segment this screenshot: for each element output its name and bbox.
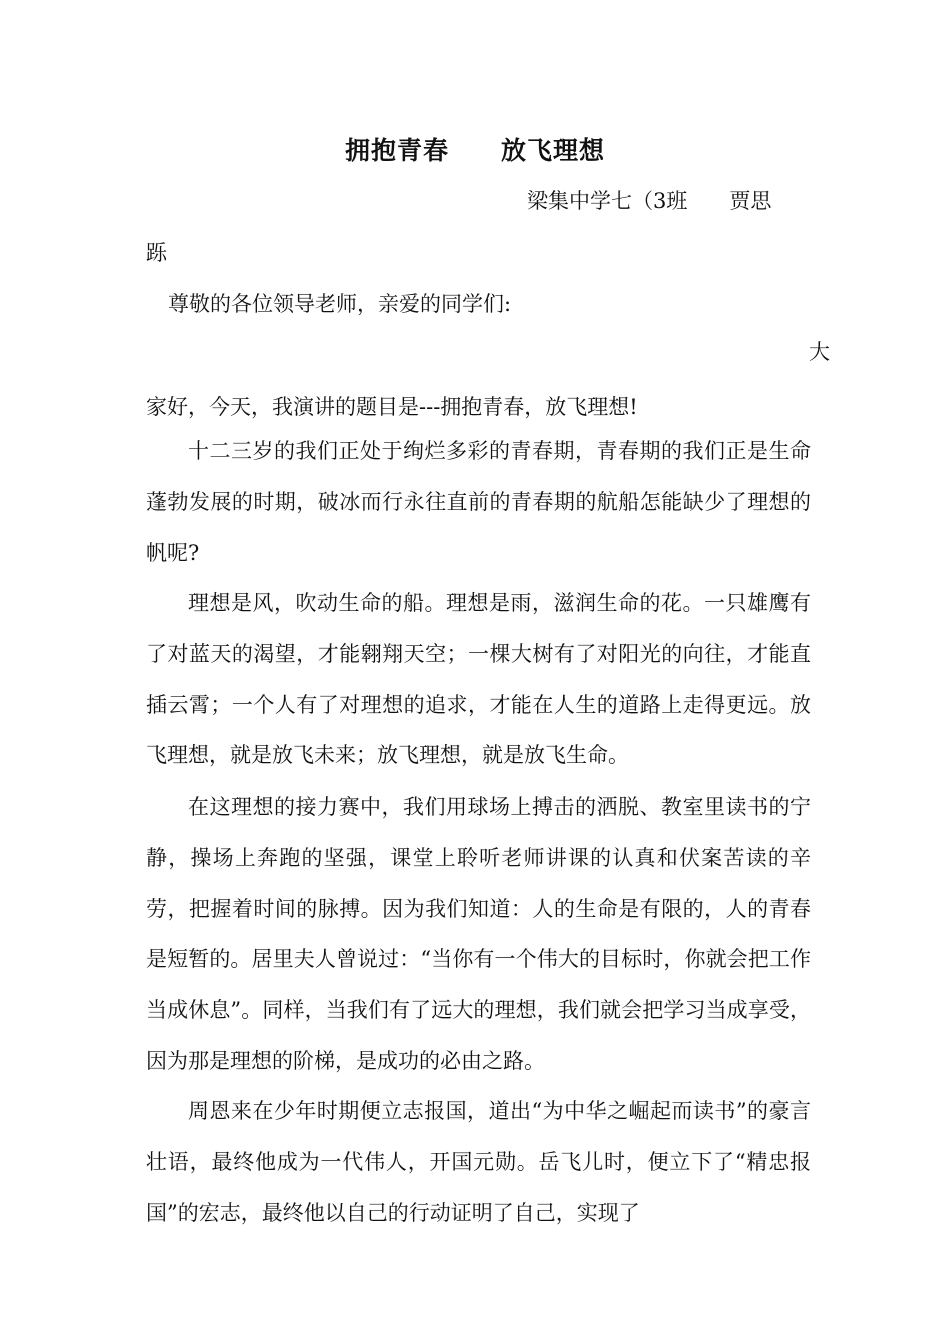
author-line-continuation: 跞: [146, 241, 167, 265]
salutation-start: 大: [809, 340, 830, 364]
paragraph-2: 理想是风，吹动生命的船。理想是雨，滋润生命的花。一只雄鹰有了对蓝天的渴望，才能翱翔天空；一棵大树有了对阳光的向往，才能直插云霄；一个人有了对理想的追求，才能在人生的道路上走得更远。放飞理想，就是放飞未来；放飞理想，就是放飞生命。: [146, 591, 811, 768]
greeting-line: 尊敬的各位领导老师，亲爱的同学们:: [168, 292, 512, 316]
paragraph-salutation: 家好，今天，我演讲的题目是---拥抱青春，放飞理想!: [146, 395, 638, 419]
page-title: 拥抱青春 放飞理想: [344, 136, 605, 165]
paragraph-1: 十二三岁的我们正处于绚烂多彩的青春期，青春期的我们正是生命蓬勃发展的时期，破冰而行永往直前的青春期的航船怎能缺少了理想的帆呢?: [146, 439, 811, 565]
paragraph-3: 在这理想的接力赛中，我们用球场上搏击的洒脱、教室里读书的宁静，操场上奔跑的坚强，课堂上聆听老师讲课的认真和伏案苦读的辛劳，把握着时间的脉搏。因为我们知道：人的生命是有限的，人的青春是短暂的。居里夫人曾说过：“当你有一个伟大的目标时，你就会把工作当成休息”。同样，当我们有了远大的理想，我们就会把学习当成享受，因为那是理想的阶梯，是成功的必由之路。: [146, 795, 811, 1073]
paragraph-4: 周恩来在少年时期便立志报国，道出“为中华之崛起而读书”的豪言壮语，最终他成为一代伟人，开国元勋。岳飞儿时，便立下了“精忠报国”的宏志，最终他以自己的行动证明了自己，实现了: [146, 1099, 811, 1225]
author-line: 梁集中学七（3班 贾思: [527, 189, 772, 213]
